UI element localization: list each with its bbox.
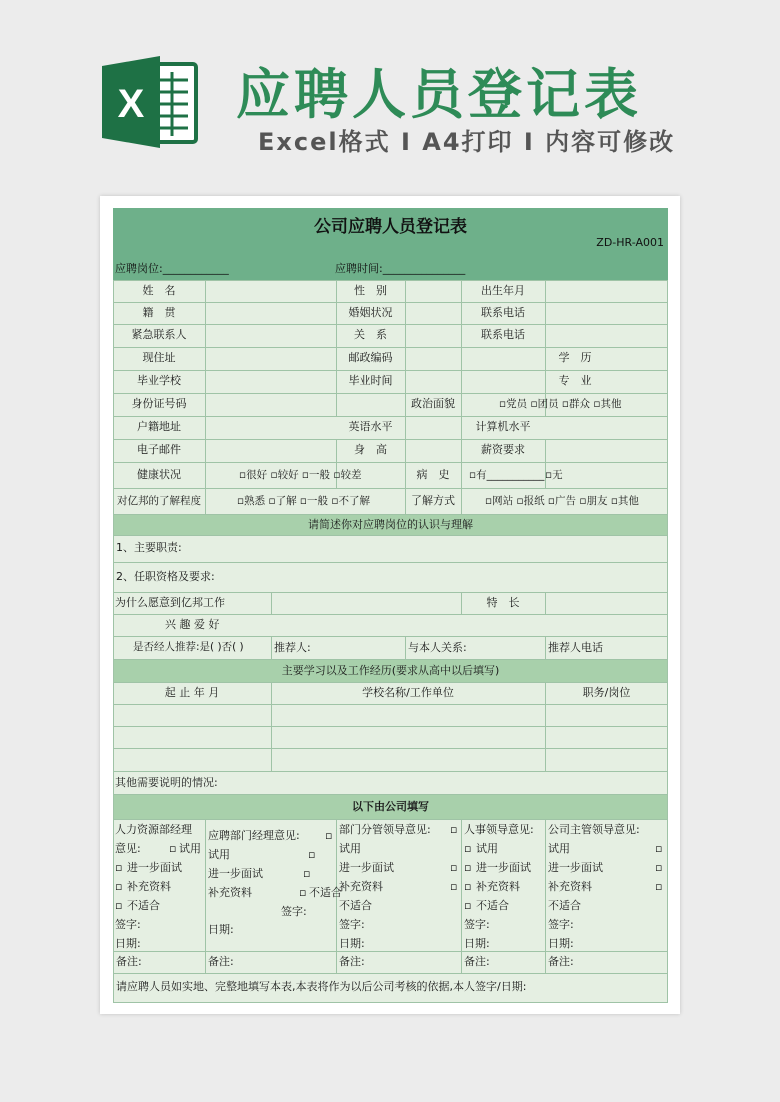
chief-checkbox-supplement[interactable]: ▫ (655, 880, 663, 893)
label-political: 政治面貌 (411, 397, 455, 410)
political-options[interactable]: ▫党员 ▫团员 ▫群众 ▫其他 (499, 398, 622, 410)
leader-checkbox-interview[interactable]: ▫ (464, 861, 472, 874)
dept-checkbox-reject[interactable]: ▫ (299, 886, 307, 899)
photo-area[interactable] (546, 280, 667, 302)
time-field[interactable]: 应聘时间:_______________ (335, 262, 466, 275)
branch-sign: 签字: (339, 918, 365, 931)
history-yes-option[interactable]: ▫有___________ (469, 469, 545, 481)
chief-sign: 签字: (548, 918, 574, 931)
form-title: 公司应聘人员登记表 (314, 217, 467, 237)
label-ref-phone: 推荐人电话 (548, 641, 603, 654)
branch-date: 日期: (339, 937, 365, 950)
label-name: 姓 名 (142, 284, 176, 297)
branch-checkbox-supplement[interactable]: ▫ (450, 880, 458, 893)
know-options[interactable]: ▫熟悉 ▫了解 ▫一般 ▫不了解 (237, 495, 370, 507)
label-specialty: 特 长 (486, 596, 520, 609)
dept-checkbox-supplement[interactable]: ▫ (303, 867, 311, 880)
input-gender[interactable] (406, 280, 461, 302)
registration-form (113, 208, 668, 1002)
remark-chief: 备注: (548, 955, 574, 968)
label-duties: 1、主要职责: (116, 541, 182, 554)
leader-sign: 签字: (464, 918, 490, 931)
form-header (113, 208, 668, 280)
hr-checkbox-trial[interactable]: ▫ (169, 842, 177, 855)
section-title-understanding: 请简述你对应聘岗位的认识与理解 (308, 518, 473, 531)
col-date: 起 止 年 月 (164, 686, 220, 699)
label-birth: 出生年月 (481, 284, 525, 297)
label-emergency: 紧急联系人 (131, 328, 187, 341)
leader-checkbox-reject[interactable]: ▫ (464, 899, 472, 912)
branch-trial: 试用 (339, 842, 361, 855)
hr-sign: 签字: (115, 918, 141, 931)
label-salary: 薪资要求 (481, 443, 525, 456)
banner-title: 应聘人员登记表 (236, 63, 642, 126)
label-education: 学 历 (558, 351, 592, 364)
footer-note: 请应聘人员如实地、完整地填写本表,本表将作为以后公司考核的依据,本人签字/日期: (116, 980, 527, 993)
branch-reject: 不适合 (339, 899, 372, 912)
logo-letter: X (117, 82, 145, 126)
label-id-no: 身份证号码 (131, 397, 187, 410)
form-code: ZD-HR-A001 (596, 236, 664, 249)
label-phone: 联系电话 (481, 306, 525, 319)
dept-checkbox-interview[interactable]: ▫ (308, 848, 316, 861)
label-hukou: 户籍地址 (137, 420, 181, 433)
hr-supplement: 补充资料 (127, 880, 171, 893)
hr-opinion-label: 意见: (115, 842, 141, 855)
label-address: 现住址 (142, 351, 176, 364)
label-referrer: 推荐人: (274, 641, 311, 654)
section-title-company: 以下由公司填写 (352, 800, 429, 813)
label-major: 专 业 (558, 374, 592, 387)
way-options[interactable]: ▫网站 ▫报纸 ▫广告 ▫朋友 ▫其他 (485, 495, 639, 507)
label-hobby: 兴 趣 爱 好 (165, 618, 220, 631)
chief-trial: 试用 (548, 842, 570, 855)
dept-supplement: 补充资料 (208, 886, 252, 899)
chief-date: 日期: (548, 937, 574, 950)
label-other-notes: 其他需要说明的情况: (115, 776, 218, 789)
leader-checkbox-trial[interactable]: ▫ (464, 842, 472, 855)
hr-reject: 不适合 (127, 899, 160, 912)
leader-date: 日期: (464, 937, 490, 950)
dept-title: 应聘部门经理意见: (208, 829, 300, 842)
remark-dept: 备注: (208, 955, 234, 968)
dept-checkbox-trial[interactable]: ▫ (325, 829, 333, 842)
remark-branch: 备注: (339, 955, 365, 968)
label-know-company: 对亿邦的了解程度 (117, 495, 201, 507)
branch-interview: 进一步面试 (339, 861, 394, 874)
label-grad-time: 毕业时间 (348, 374, 393, 387)
leader-title: 人事领导意见: (464, 823, 534, 836)
col-role: 职务/岗位 (582, 686, 631, 699)
label-computer: 计算机水平 (475, 420, 531, 433)
label-gender: 性 别 (354, 284, 387, 297)
dept-reject: 不适合 (309, 886, 342, 899)
dept-sign: 签字: (281, 905, 307, 918)
label-height: 身 高 (354, 443, 387, 456)
leader-trial: 试用 (476, 842, 498, 855)
health-options[interactable]: ▫很好 ▫较好 ▫一般 ▫较差 (239, 469, 362, 481)
chief-supplement: 补充资料 (548, 880, 592, 893)
label-english: 英语水平 (348, 420, 393, 433)
label-school: 毕业学校 (137, 374, 181, 387)
label-history: 病 史 (416, 468, 450, 481)
label-requirements: 2、任职资格及要求: (116, 570, 215, 583)
chief-interview: 进一步面试 (548, 861, 603, 874)
hr-title: 人力资源部经理 (115, 823, 192, 836)
chief-title: 公司主管领导意见: (548, 823, 640, 836)
chief-checkbox-interview[interactable]: ▫ (655, 861, 663, 874)
input-name[interactable] (206, 280, 336, 302)
label-referred[interactable]: 是否经人推荐:是( )否( ) (133, 641, 244, 653)
chief-reject: 不适合 (548, 899, 581, 912)
label-health: 健康状况 (137, 468, 181, 481)
label-phone2: 联系电话 (481, 328, 525, 341)
col-school: 学校名称/工作单位 (362, 686, 454, 699)
label-know-way: 了解方式 (411, 494, 455, 507)
hr-date: 日期: (115, 937, 141, 950)
label-why-join: 为什么愿意到亿邦工作 (115, 596, 225, 609)
document-sheet (100, 196, 680, 1014)
hr-checkbox-interview[interactable]: ▫ (115, 861, 123, 874)
remark-hr: 备注: (116, 955, 142, 968)
leader-interview: 进一步面试 (476, 861, 531, 874)
dept-date: 日期: (208, 923, 234, 936)
hr-trial: 试用 (179, 842, 201, 855)
remark-leader: 备注: (464, 955, 490, 968)
dept-trial: 试用 (208, 848, 230, 861)
label-relation: 关 系 (354, 328, 387, 341)
position-field[interactable]: 应聘岗位:____________ (115, 262, 229, 275)
leader-reject: 不适合 (476, 899, 509, 912)
label-ref-relation: 与本人关系: (408, 641, 467, 654)
hr-checkbox-supplement[interactable]: ▫ (115, 880, 123, 893)
label-postcode: 邮政编码 (348, 351, 393, 364)
hr-interview: 进一步面试 (127, 861, 182, 874)
label-origin: 籍 贯 (142, 306, 176, 319)
section-title-history: 主要学习以及工作经历(要求从高中以后填写) (281, 664, 500, 677)
dept-interview: 进一步面试 (208, 867, 263, 880)
leader-checkbox-supplement[interactable]: ▫ (464, 880, 472, 893)
banner-subtitle: Excel格式 I A4打印 I 内容可修改 (258, 128, 676, 156)
branch-title: 部门分管领导意见: (339, 823, 431, 836)
chief-checkbox-trial[interactable]: ▫ (655, 842, 663, 855)
label-marital: 婚姻状况 (348, 306, 393, 319)
excel-logo-icon (100, 54, 200, 150)
branch-checkbox-interview[interactable]: ▫ (450, 861, 458, 874)
label-email: 电子邮件 (137, 443, 181, 456)
leader-supplement: 补充资料 (476, 880, 520, 893)
hr-checkbox-reject[interactable]: ▫ (115, 899, 123, 912)
branch-supplement: 补充资料 (339, 880, 383, 893)
history-no-option[interactable]: ▫无 (545, 469, 563, 481)
branch-checkbox-trial[interactable]: ▫ (450, 823, 458, 836)
